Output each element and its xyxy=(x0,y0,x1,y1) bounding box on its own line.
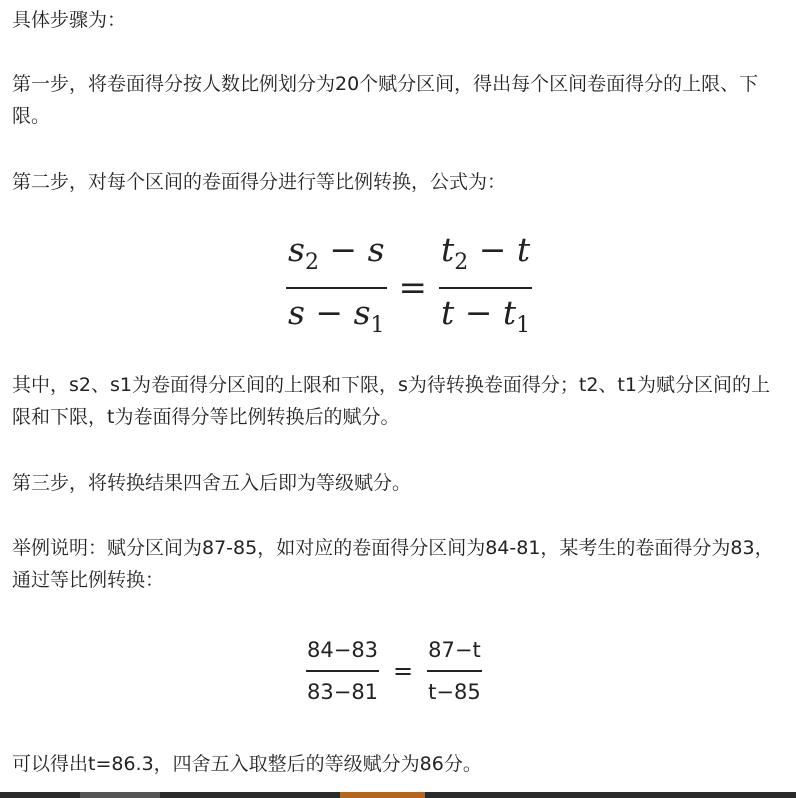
result-text: 可以得出t=86.3，四舍五入取整后的等级赋分为86分。 xyxy=(12,753,482,775)
formula-left-numerator xyxy=(286,232,387,287)
formula-left-den-sub: 1 xyxy=(370,313,385,338)
example-left-fraction xyxy=(306,636,379,706)
bottom-strip-segment xyxy=(80,792,160,798)
bottom-strip-segment xyxy=(340,792,425,798)
example-right-denominator: t−85 xyxy=(428,680,481,704)
formula-left-denominator xyxy=(286,289,387,344)
formula-right-den-sub: 1 xyxy=(516,313,531,338)
formula-right-num-sub: 2 xyxy=(454,250,469,275)
example-left-numerator: 84−83 xyxy=(307,638,379,662)
bottom-strip-segment xyxy=(0,792,80,798)
formula-right-den-var: t − t xyxy=(441,293,517,332)
example-right-numerator: 87−t xyxy=(428,638,481,662)
example-text: 举例说明：赋分区间为87-85，如对应的卷面得分区间为84-81，某考生的卷面得分为83，通过等比例转换： xyxy=(12,537,774,591)
example-equals-sign: = xyxy=(393,657,414,685)
formula-left-den-var: s − s xyxy=(288,293,371,332)
formula-right-numerator xyxy=(439,232,532,287)
example-right-fraction xyxy=(427,636,482,706)
example-left-denominator: 83−81 xyxy=(307,680,379,704)
conversion-formula xyxy=(286,232,532,344)
bottom-strip-segment xyxy=(425,792,796,798)
formula-right-fraction xyxy=(439,232,532,344)
step-one-text: 第一步，将卷面得分按人数比例划分为20个赋分区间，得出每个区间卷面得分的上限、下限。 xyxy=(12,73,759,127)
bottom-strip-segment xyxy=(160,792,340,798)
step-three-text: 第三步，将转换结果四舍五入后即为等级赋分。 xyxy=(12,472,412,494)
formula-equals-sign: = xyxy=(398,268,428,308)
formula-left-num-var: s xyxy=(288,230,305,269)
example-formula xyxy=(306,636,482,706)
formula-left-num-sub: 2 xyxy=(304,250,319,275)
formula-right-num-rest: − t xyxy=(468,230,531,269)
explanation-text: 其中，s2、s1为卷面得分区间的上限和下限，s为待转换卷面得分；t2、t1为赋分区间的上限和下限，t为卷面得分等比例转换后的赋分。 xyxy=(12,374,770,428)
formula-right-denominator xyxy=(439,289,532,344)
formula-left-num-rest: − s xyxy=(318,230,385,269)
step-two-text: 第二步，对每个区间的卷面得分进行等比例转换，公式为： xyxy=(12,171,507,193)
formula-left-fraction xyxy=(286,232,387,344)
intro-text: 具体步骤为： xyxy=(12,9,127,31)
formula-right-num-var: t xyxy=(441,230,455,269)
bottom-toolbar-strip xyxy=(0,792,796,798)
